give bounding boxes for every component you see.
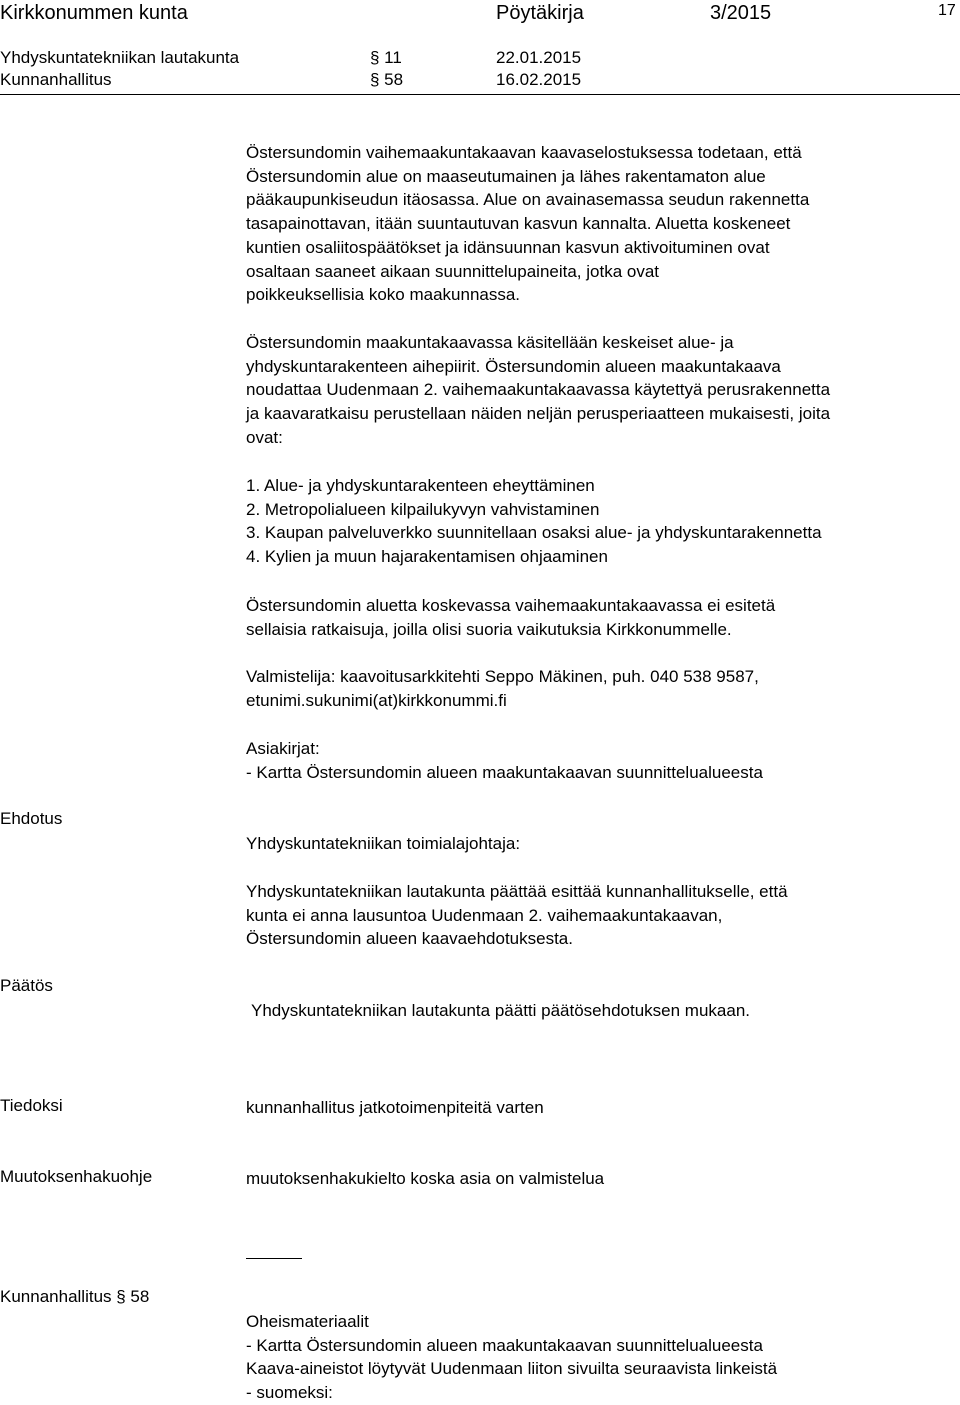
header-date-1: 22.01.2015 [496, 48, 582, 67]
text-line: yhdyskuntarakenteen aihepiirit. Östersundomin alueen maakuntakaava [246, 356, 781, 376]
text-line: Yhdyskuntatekniikan toimialajohtaja: [246, 834, 521, 853]
text-line: Östersundomin aluetta koskevassa vaihemaakuntakaavassa ei esitetä [246, 596, 776, 615]
text-line: etunimi.sukunimi(at)kirkkonummi.fi [246, 690, 507, 710]
list-item: 4. Kylien ja muun hajarakentamisen ohjaaminen [246, 547, 608, 567]
kh-heading: Oheismateriaalit [246, 1312, 369, 1331]
attachment-item: - Kartta Östersundomin alueen maakuntakaavan suunnittelualueesta [246, 762, 763, 782]
text-line: kunnanhallitus jatkotoimenpiteitä varten [246, 1098, 544, 1117]
header-rule [0, 94, 960, 95]
text-line: Östersundomin maakuntakaavassa käsitellään keskeiset alue- ja [246, 333, 734, 352]
decision-text [251, 999, 960, 1023]
preparer-info [246, 665, 960, 712]
text-line: ja kaavaratkaisu perustellaan näiden neljän perusperiaatteen mukaisesti, joita [246, 404, 831, 424]
list-item: 3. Kaupan palveluverkko suunnitellaan osaksi alue- ja yhdyskuntarakennetta [246, 523, 822, 543]
proposal-speaker [246, 832, 960, 856]
page-number: 17 [938, 2, 956, 19]
appeal-text [246, 1167, 960, 1191]
doc-type: Pöytäkirja [496, 2, 584, 24]
attachments-heading: Asiakirjat: [246, 739, 320, 758]
header-section-2: § 58 [370, 70, 404, 89]
section-divider [246, 1258, 302, 1259]
attachments [246, 737, 960, 784]
kh-label: Kunnanhallitus § 58 [0, 1287, 150, 1306]
info-text [246, 1096, 960, 1120]
proposal-text [246, 880, 960, 951]
text-line: Yhdyskuntatekniikan lautakunta päättää esittää kunnanhallitukselle, että [246, 882, 788, 901]
text-line: noudattaa Uudenmaan 2. vaihemaakuntakaavassa käytettyä perusrakennetta [246, 380, 831, 400]
text-line: osaltaan saaneet aikaan suunnittelupaineita, jotka ovat [246, 261, 660, 281]
info-label: Tiedoksi [0, 1096, 63, 1115]
text-line: Östersundomin alueen kaavaehdotuksesta. [246, 929, 573, 949]
text-line: poikkeuksellisia koko maakunnassa. [246, 285, 521, 305]
text-line: Östersundomin alue on maaseutumainen ja lähes rakentamaton alue [246, 166, 766, 186]
text-line: Kaava-aineistot löytyvät Uudenmaan liiton sivuilta seuraavista linkeistä [246, 1359, 778, 1379]
text-line: kunta ei anna lausuntoa Uudenmaan 2. vaihemaakuntakaavan, [246, 905, 723, 925]
paragraph-3 [246, 594, 960, 641]
org-name: Kirkkonummen kunta [0, 2, 188, 24]
list-item: 2. Metropolialueen kilpailukyvyn vahvistaminen [246, 499, 600, 519]
text-line: - Kartta Östersundomin alueen maakuntakaavan suunnittelualueesta [246, 1335, 763, 1355]
principles-list [246, 474, 960, 569]
text-line: ovat: [246, 427, 283, 447]
text-line: Valmistelija: kaavoitusarkkitehti Seppo Mäkinen, puh. 040 538 9587, [246, 667, 759, 686]
kh-content [246, 1310, 960, 1405]
header-body-2: Kunnanhallitus [0, 70, 112, 89]
paragraph-1 [246, 141, 960, 307]
text-line: muutoksenhakukielto koska asia on valmistelua [246, 1169, 605, 1188]
text-line: pääkaupunkiseudun itäosassa. Alue on avainasemassa seudun rakennetta [246, 190, 810, 210]
doc-number: 3/2015 [710, 2, 772, 24]
text-line: - suomeksi: [246, 1383, 333, 1403]
list-item: 1. Alue- ja yhdyskuntarakenteen eheyttäminen [246, 476, 595, 495]
text-line: sellaisia ratkaisuja, joilla olisi suoria vaikutuksia Kirkkonummelle. [246, 619, 732, 639]
text-line: kuntien osaliitospäätökset ja idänsuunnan kasvun aktivoituminen ovat [246, 237, 770, 257]
text-line: tasapainottavan, itään suuntautuvan kasvun kannalta. Aluetta koskeneet [246, 214, 791, 234]
decision-label: Päätös [0, 976, 53, 995]
text-line: Östersundomin vaihemaakuntakaavan kaavaselostuksessa todetaan, että [246, 143, 802, 162]
header-date-2: 16.02.2015 [496, 70, 582, 89]
paragraph-2 [246, 331, 960, 450]
header-section-1: § 11 [370, 48, 402, 67]
text-line: Yhdyskuntatekniikan lautakunta päätti päätösehdotuksen mukaan. [251, 1001, 751, 1020]
proposal-label: Ehdotus [0, 809, 63, 828]
appeal-label: Muutoksenhakuohje [0, 1167, 153, 1186]
header-body-1: Yhdyskuntatekniikan lautakunta [0, 48, 240, 67]
